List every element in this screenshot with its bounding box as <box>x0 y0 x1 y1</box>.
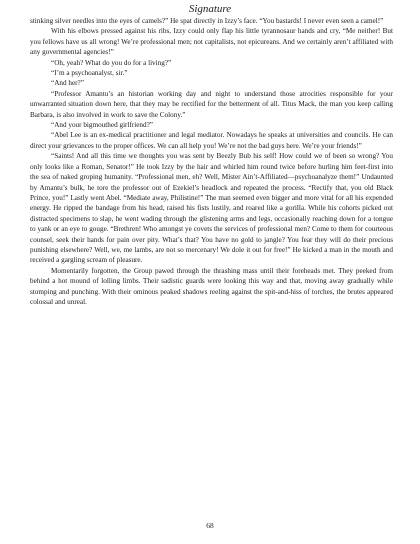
page-number: 68 <box>206 521 214 530</box>
paragraph: “And her?” <box>51 79 84 88</box>
paragraph: Momentarily forgotten, the Group pawed through the thrashing mass until their foreheads met. They peeked from behind a hot mound of lolling limbs. Their sadistic guards were looking this way and that, moving away gradually while stomping and punching. With their ominous peaked shadows reeling against the spit-and-hiss of torches, the brutes appeared colossal and unreal. <box>30 266 393 306</box>
paragraph: “Professor Amantu’s an historian working day and night to understand those atrocities responsible for your unwarranted situation down here, that they may be rectified for the betterment of all. Titus Mack, the man you keep calling Barbara, is also involved in work to save the Colony.” <box>30 89 393 119</box>
paragraph: “Saints! And all this time we thoughts you was sent by Beezly Bub his self! How could we of been so wrong? You only looks like a Roman, Senator!” He took Izzy by the hair and whirled him round twice before hurling him feet-first into the sea of naked groping humanity. “Professional men, eh? Well, Mister Ain’t-Affiliated—psychoanalyze them!” Undaunted by Amantu’s bulk, he tore the professor out of Ezekiel’s headlock and repeated the process. “Rectify that, you old Black Prince, you!” Lastly went Abel. “Mediate away, Philistine!” The man seemed even bigger and more vital for all his expended energy. He ripped the bandage from his head, raised his fists lustily, and roared like a gorilla. While his cohorts picked out distracted specimens to slap, he went wading through the glistening arms and legs, occasionally reaching down for a tongue to yank or an eye to gouge. “Brethren! Who amongst ye covets the services of professional men? Come to them for courteous counsel, seek their hands for pain over pity. What’s that? You have no gold to jangle? You fear they will do their precious punishing elsewhere? Well, we, me lambs, are not so mercenary! We dole it out for free!” He kicked a man in the mouth and received a gargling scream of pleasure. <box>30 152 393 265</box>
paragraph: stinking silver needles into the eyes of camels?” He spat directly in Izzy’s face. “You bastards! I never even seen a camel!” <box>30 17 384 25</box>
paragraph: “Abel Lee is an ex-medical practitioner and legal mediator. Nowadays he speaks at universities and councils. He can direct your grievances to the proper offices. We can all help you! We’re not the bad guys here. We’re your friends!” <box>30 131 393 150</box>
paragraph: “Oh, yeah? What do you do for a living?” <box>51 58 172 67</box>
page-body <box>30 16 393 307</box>
paragraph: “I’m a psychoanalyst, sir.” <box>51 69 128 78</box>
running-header: Signature <box>188 3 232 15</box>
paragraph: “And your bigmouthed girlfriend?” <box>51 121 153 130</box>
paragraph: With his elbows pressed against his ribs, Izzy could only flap his little tyrannosaur hands and cry, “Me neither! But you fellows have us all wrong! We’re professional men; not capitalists, not epicureans. And we certainly aren’t affiliated with any governmental agencies!” <box>30 27 393 57</box>
